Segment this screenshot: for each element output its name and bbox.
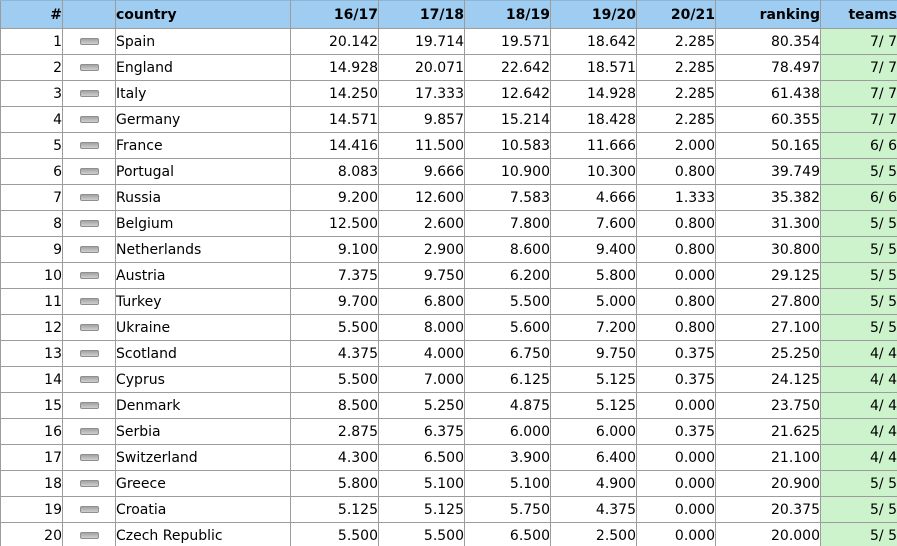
season-value-cell: 0.000 bbox=[637, 445, 716, 471]
season-value-cell: 0.375 bbox=[637, 419, 716, 445]
teams-cell: 4/ 4 bbox=[821, 445, 897, 471]
country-cell: Portugal bbox=[116, 159, 291, 185]
table-row bbox=[1, 185, 897, 211]
season-value-cell: 2.900 bbox=[379, 237, 465, 263]
season-value-cell: 0.375 bbox=[637, 341, 716, 367]
season-value-cell: 8.000 bbox=[379, 315, 465, 341]
table-row bbox=[1, 159, 897, 185]
table-row bbox=[1, 289, 897, 315]
header-ranking: ranking bbox=[716, 1, 821, 29]
season-value-cell: 9.750 bbox=[551, 341, 637, 367]
season-value-cell: 12.500 bbox=[291, 211, 379, 237]
teams-cell: 5/ 5 bbox=[821, 497, 897, 523]
table-row bbox=[1, 341, 897, 367]
no-change-dash-icon bbox=[80, 272, 99, 279]
trend-cell bbox=[63, 497, 116, 523]
season-value-cell: 4.375 bbox=[291, 341, 379, 367]
table-row bbox=[1, 55, 897, 81]
no-change-dash-icon bbox=[80, 532, 99, 539]
season-value-cell: 8.083 bbox=[291, 159, 379, 185]
season-value-cell: 6.000 bbox=[465, 419, 551, 445]
rank-cell: 2 bbox=[1, 55, 63, 81]
teams-cell: 5/ 5 bbox=[821, 315, 897, 341]
season-value-cell: 4.375 bbox=[551, 497, 637, 523]
ranking-cell: 21.625 bbox=[716, 419, 821, 445]
season-value-cell: 5.500 bbox=[291, 315, 379, 341]
season-value-cell: 8.500 bbox=[291, 393, 379, 419]
no-change-dash-icon bbox=[80, 298, 99, 305]
no-change-dash-icon bbox=[80, 194, 99, 201]
season-value-cell: 18.428 bbox=[551, 107, 637, 133]
ranking-cell: 50.165 bbox=[716, 133, 821, 159]
rank-cell: 14 bbox=[1, 367, 63, 393]
teams-cell: 4/ 4 bbox=[821, 367, 897, 393]
season-value-cell: 2.285 bbox=[637, 107, 716, 133]
teams-cell: 5/ 5 bbox=[821, 263, 897, 289]
no-change-dash-icon bbox=[80, 38, 99, 45]
country-cell: Denmark bbox=[116, 393, 291, 419]
header-season-20-21: 20/21 bbox=[637, 1, 716, 29]
country-cell: Greece bbox=[116, 471, 291, 497]
no-change-dash-icon bbox=[80, 376, 99, 383]
trend-cell bbox=[63, 393, 116, 419]
trend-cell bbox=[63, 367, 116, 393]
season-value-cell: 14.250 bbox=[291, 81, 379, 107]
trend-cell bbox=[63, 107, 116, 133]
country-cell: Russia bbox=[116, 185, 291, 211]
season-value-cell: 0.000 bbox=[637, 497, 716, 523]
season-value-cell: 0.000 bbox=[637, 263, 716, 289]
season-value-cell: 14.571 bbox=[291, 107, 379, 133]
season-value-cell: 5.750 bbox=[465, 497, 551, 523]
ranking-cell: 25.250 bbox=[716, 341, 821, 367]
trend-cell bbox=[63, 159, 116, 185]
season-value-cell: 9.750 bbox=[379, 263, 465, 289]
season-value-cell: 11.666 bbox=[551, 133, 637, 159]
no-change-dash-icon bbox=[80, 168, 99, 175]
season-value-cell: 5.500 bbox=[379, 523, 465, 546]
teams-cell: 7/ 7 bbox=[821, 81, 897, 107]
season-value-cell: 0.800 bbox=[637, 237, 716, 263]
teams-cell: 4/ 4 bbox=[821, 393, 897, 419]
ranking-cell: 20.000 bbox=[716, 523, 821, 546]
season-value-cell: 7.200 bbox=[551, 315, 637, 341]
season-value-cell: 2.285 bbox=[637, 55, 716, 81]
header-season-18-19: 18/19 bbox=[465, 1, 551, 29]
season-value-cell: 6.400 bbox=[551, 445, 637, 471]
season-value-cell: 5.100 bbox=[465, 471, 551, 497]
country-cell: Austria bbox=[116, 263, 291, 289]
table-header-row bbox=[1, 1, 897, 29]
table-row bbox=[1, 523, 897, 546]
season-value-cell: 0.800 bbox=[637, 159, 716, 185]
teams-cell: 4/ 4 bbox=[821, 341, 897, 367]
season-value-cell: 14.928 bbox=[291, 55, 379, 81]
trend-cell bbox=[63, 237, 116, 263]
season-value-cell: 2.600 bbox=[379, 211, 465, 237]
season-value-cell: 7.800 bbox=[465, 211, 551, 237]
country-cell: Ukraine bbox=[116, 315, 291, 341]
season-value-cell: 9.100 bbox=[291, 237, 379, 263]
rank-cell: 13 bbox=[1, 341, 63, 367]
season-value-cell: 6.200 bbox=[465, 263, 551, 289]
season-value-cell: 6.375 bbox=[379, 419, 465, 445]
season-value-cell: 2.000 bbox=[637, 133, 716, 159]
table-row bbox=[1, 419, 897, 445]
season-value-cell: 9.400 bbox=[551, 237, 637, 263]
season-value-cell: 0.000 bbox=[637, 393, 716, 419]
header-rank: # bbox=[1, 1, 63, 29]
trend-cell bbox=[63, 263, 116, 289]
no-change-dash-icon bbox=[80, 402, 99, 409]
no-change-dash-icon bbox=[80, 142, 99, 149]
season-value-cell: 12.642 bbox=[465, 81, 551, 107]
country-cell: Croatia bbox=[116, 497, 291, 523]
trend-cell bbox=[63, 29, 116, 55]
ranking-cell: 23.750 bbox=[716, 393, 821, 419]
trend-cell bbox=[63, 471, 116, 497]
season-value-cell: 6.800 bbox=[379, 289, 465, 315]
season-value-cell: 2.500 bbox=[551, 523, 637, 546]
table-row bbox=[1, 29, 897, 55]
rank-cell: 11 bbox=[1, 289, 63, 315]
season-value-cell: 5.500 bbox=[465, 289, 551, 315]
teams-cell: 4/ 4 bbox=[821, 419, 897, 445]
no-change-dash-icon bbox=[80, 454, 99, 461]
rank-cell: 19 bbox=[1, 497, 63, 523]
season-value-cell: 0.800 bbox=[637, 315, 716, 341]
trend-cell bbox=[63, 81, 116, 107]
teams-cell: 7/ 7 bbox=[821, 55, 897, 81]
season-value-cell: 5.250 bbox=[379, 393, 465, 419]
rank-cell: 17 bbox=[1, 445, 63, 471]
ranking-cell: 35.382 bbox=[716, 185, 821, 211]
header-trend bbox=[63, 1, 116, 29]
ranking-cell: 27.100 bbox=[716, 315, 821, 341]
season-value-cell: 5.500 bbox=[291, 367, 379, 393]
season-value-cell: 4.300 bbox=[291, 445, 379, 471]
season-value-cell: 14.928 bbox=[551, 81, 637, 107]
rank-cell: 10 bbox=[1, 263, 63, 289]
ranking-cell: 78.497 bbox=[716, 55, 821, 81]
season-value-cell: 12.600 bbox=[379, 185, 465, 211]
rank-cell: 5 bbox=[1, 133, 63, 159]
country-cell: Scotland bbox=[116, 341, 291, 367]
no-change-dash-icon bbox=[80, 90, 99, 97]
teams-cell: 5/ 5 bbox=[821, 237, 897, 263]
season-value-cell: 18.642 bbox=[551, 29, 637, 55]
season-value-cell: 4.666 bbox=[551, 185, 637, 211]
country-cell: Switzerland bbox=[116, 445, 291, 471]
season-value-cell: 0.800 bbox=[637, 289, 716, 315]
season-value-cell: 0.000 bbox=[637, 523, 716, 546]
table-row bbox=[1, 367, 897, 393]
season-value-cell: 6.125 bbox=[465, 367, 551, 393]
season-value-cell: 15.214 bbox=[465, 107, 551, 133]
trend-cell bbox=[63, 419, 116, 445]
table-row bbox=[1, 497, 897, 523]
no-change-dash-icon bbox=[80, 480, 99, 487]
table-row bbox=[1, 445, 897, 471]
season-value-cell: 5.000 bbox=[551, 289, 637, 315]
rank-cell: 7 bbox=[1, 185, 63, 211]
no-change-dash-icon bbox=[80, 220, 99, 227]
season-value-cell: 20.142 bbox=[291, 29, 379, 55]
season-value-cell: 20.071 bbox=[379, 55, 465, 81]
rank-cell: 16 bbox=[1, 419, 63, 445]
trend-cell bbox=[63, 133, 116, 159]
trend-cell bbox=[63, 445, 116, 471]
ranking-cell: 39.749 bbox=[716, 159, 821, 185]
season-value-cell: 4.900 bbox=[551, 471, 637, 497]
season-value-cell: 5.125 bbox=[379, 497, 465, 523]
teams-cell: 7/ 7 bbox=[821, 29, 897, 55]
teams-cell: 5/ 5 bbox=[821, 471, 897, 497]
ranking-cell: 60.355 bbox=[716, 107, 821, 133]
header-season-19-20: 19/20 bbox=[551, 1, 637, 29]
teams-cell: 5/ 5 bbox=[821, 523, 897, 546]
season-value-cell: 5.600 bbox=[465, 315, 551, 341]
season-value-cell: 7.000 bbox=[379, 367, 465, 393]
season-value-cell: 2.285 bbox=[637, 81, 716, 107]
season-value-cell: 7.600 bbox=[551, 211, 637, 237]
season-value-cell: 7.375 bbox=[291, 263, 379, 289]
no-change-dash-icon bbox=[80, 116, 99, 123]
season-value-cell: 14.416 bbox=[291, 133, 379, 159]
ranking-cell: 80.354 bbox=[716, 29, 821, 55]
table-row bbox=[1, 471, 897, 497]
rank-cell: 18 bbox=[1, 471, 63, 497]
country-cell: Cyprus bbox=[116, 367, 291, 393]
teams-cell: 7/ 7 bbox=[821, 107, 897, 133]
table-row bbox=[1, 393, 897, 419]
season-value-cell: 7.583 bbox=[465, 185, 551, 211]
rank-cell: 4 bbox=[1, 107, 63, 133]
season-value-cell: 5.800 bbox=[291, 471, 379, 497]
table-row bbox=[1, 211, 897, 237]
season-value-cell: 5.100 bbox=[379, 471, 465, 497]
ranking-cell: 21.100 bbox=[716, 445, 821, 471]
season-value-cell: 10.300 bbox=[551, 159, 637, 185]
trend-cell bbox=[63, 315, 116, 341]
country-cell: England bbox=[116, 55, 291, 81]
rank-cell: 9 bbox=[1, 237, 63, 263]
season-value-cell: 17.333 bbox=[379, 81, 465, 107]
trend-cell bbox=[63, 289, 116, 315]
season-value-cell: 8.600 bbox=[465, 237, 551, 263]
no-change-dash-icon bbox=[80, 506, 99, 513]
season-value-cell: 5.800 bbox=[551, 263, 637, 289]
season-value-cell: 2.875 bbox=[291, 419, 379, 445]
no-change-dash-icon bbox=[80, 428, 99, 435]
ranking-cell: 20.375 bbox=[716, 497, 821, 523]
country-cell: Serbia bbox=[116, 419, 291, 445]
teams-cell: 5/ 5 bbox=[821, 159, 897, 185]
season-value-cell: 0.000 bbox=[637, 471, 716, 497]
country-cell: Netherlands bbox=[116, 237, 291, 263]
header-country: country bbox=[116, 1, 291, 29]
rank-cell: 15 bbox=[1, 393, 63, 419]
teams-cell: 5/ 5 bbox=[821, 289, 897, 315]
season-value-cell: 6.500 bbox=[379, 445, 465, 471]
season-value-cell: 6.750 bbox=[465, 341, 551, 367]
rank-cell: 1 bbox=[1, 29, 63, 55]
season-value-cell: 0.800 bbox=[637, 211, 716, 237]
table-row bbox=[1, 315, 897, 341]
season-value-cell: 6.000 bbox=[551, 419, 637, 445]
country-cell: Germany bbox=[116, 107, 291, 133]
country-cell: Turkey bbox=[116, 289, 291, 315]
season-value-cell: 9.666 bbox=[379, 159, 465, 185]
season-value-cell: 4.000 bbox=[379, 341, 465, 367]
rank-cell: 6 bbox=[1, 159, 63, 185]
no-change-dash-icon bbox=[80, 350, 99, 357]
trend-cell bbox=[63, 341, 116, 367]
ranking-cell: 27.800 bbox=[716, 289, 821, 315]
ranking-cell: 30.800 bbox=[716, 237, 821, 263]
season-value-cell: 9.857 bbox=[379, 107, 465, 133]
season-value-cell: 10.900 bbox=[465, 159, 551, 185]
table-row bbox=[1, 81, 897, 107]
season-value-cell: 1.333 bbox=[637, 185, 716, 211]
teams-cell: 6/ 6 bbox=[821, 133, 897, 159]
ranking-cell: 20.900 bbox=[716, 471, 821, 497]
ranking-cell: 31.300 bbox=[716, 211, 821, 237]
rank-cell: 8 bbox=[1, 211, 63, 237]
no-change-dash-icon bbox=[80, 246, 99, 253]
season-value-cell: 11.500 bbox=[379, 133, 465, 159]
teams-cell: 6/ 6 bbox=[821, 185, 897, 211]
country-cell: Italy bbox=[116, 81, 291, 107]
season-value-cell: 5.125 bbox=[551, 367, 637, 393]
teams-cell: 5/ 5 bbox=[821, 211, 897, 237]
ranking-cell: 24.125 bbox=[716, 367, 821, 393]
season-value-cell: 5.500 bbox=[291, 523, 379, 546]
table-body bbox=[1, 29, 897, 546]
season-value-cell: 4.875 bbox=[465, 393, 551, 419]
season-value-cell: 5.125 bbox=[551, 393, 637, 419]
table-row bbox=[1, 133, 897, 159]
trend-cell bbox=[63, 211, 116, 237]
season-value-cell: 19.714 bbox=[379, 29, 465, 55]
season-value-cell: 18.571 bbox=[551, 55, 637, 81]
season-value-cell: 22.642 bbox=[465, 55, 551, 81]
season-value-cell: 6.500 bbox=[465, 523, 551, 546]
season-value-cell: 2.285 bbox=[637, 29, 716, 55]
rank-cell: 12 bbox=[1, 315, 63, 341]
country-cell: Spain bbox=[116, 29, 291, 55]
trend-cell bbox=[63, 523, 116, 546]
season-value-cell: 10.583 bbox=[465, 133, 551, 159]
header-teams: teams bbox=[821, 1, 897, 29]
season-value-cell: 19.571 bbox=[465, 29, 551, 55]
header-season-17-18: 17/18 bbox=[379, 1, 465, 29]
season-value-cell: 0.375 bbox=[637, 367, 716, 393]
season-value-cell: 9.700 bbox=[291, 289, 379, 315]
country-cell: Czech Republic bbox=[116, 523, 291, 546]
country-cell: France bbox=[116, 133, 291, 159]
ranking-cell: 61.438 bbox=[716, 81, 821, 107]
trend-cell bbox=[63, 55, 116, 81]
season-value-cell: 5.125 bbox=[291, 497, 379, 523]
trend-cell bbox=[63, 185, 116, 211]
ranking-cell: 29.125 bbox=[716, 263, 821, 289]
table-row bbox=[1, 107, 897, 133]
no-change-dash-icon bbox=[80, 324, 99, 331]
rank-cell: 20 bbox=[1, 523, 63, 546]
season-value-cell: 9.200 bbox=[291, 185, 379, 211]
rank-cell: 3 bbox=[1, 81, 63, 107]
country-cell: Belgium bbox=[116, 211, 291, 237]
no-change-dash-icon bbox=[80, 64, 99, 71]
season-value-cell: 3.900 bbox=[465, 445, 551, 471]
table-row bbox=[1, 263, 897, 289]
header-season-16-17: 16/17 bbox=[291, 1, 379, 29]
table-row bbox=[1, 237, 897, 263]
